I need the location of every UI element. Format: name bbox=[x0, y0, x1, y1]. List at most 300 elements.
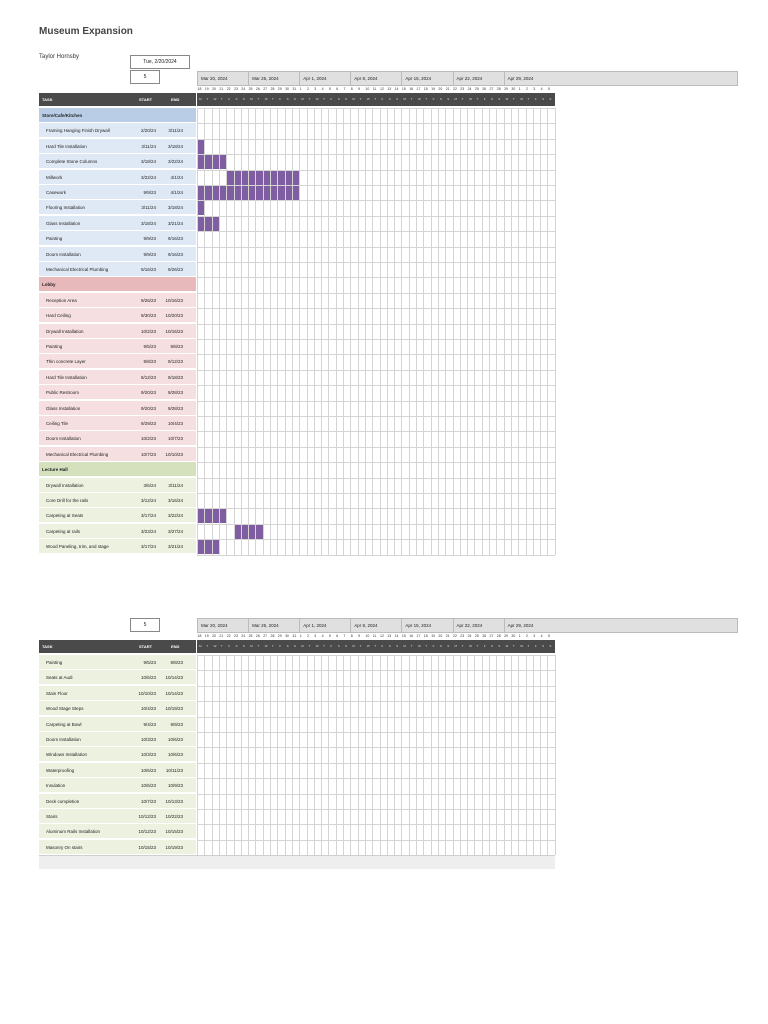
task-row[interactable] bbox=[39, 262, 196, 277]
task-row[interactable] bbox=[39, 840, 196, 855]
grid-column-line bbox=[299, 108, 300, 555]
task-end: 3/18/24 bbox=[167, 143, 183, 149]
day-number: 30 bbox=[511, 87, 516, 91]
gantt-bar[interactable] bbox=[197, 539, 219, 554]
day-number: 13 bbox=[387, 87, 392, 91]
day-number: 24 bbox=[241, 87, 246, 91]
task-row[interactable] bbox=[39, 231, 196, 246]
day-letter: S bbox=[337, 97, 340, 101]
day-letter: W bbox=[264, 644, 268, 648]
task-row[interactable] bbox=[39, 216, 196, 231]
task-start: 9/26/23 bbox=[140, 297, 156, 303]
day-letter: T bbox=[323, 644, 325, 648]
task-row[interactable] bbox=[39, 747, 196, 762]
day-number: 2 bbox=[526, 634, 528, 638]
task-row[interactable] bbox=[39, 732, 196, 747]
day-letter: S bbox=[447, 97, 450, 101]
task-end: 10/6/23 bbox=[167, 737, 183, 742]
day-letter: S bbox=[447, 644, 450, 648]
grid-row-line bbox=[197, 539, 555, 540]
grid-row-line bbox=[197, 555, 555, 556]
day-number: 26 bbox=[255, 87, 260, 91]
day-number: 29 bbox=[277, 634, 282, 638]
grid-column-line bbox=[482, 108, 483, 555]
day-number: 28 bbox=[270, 87, 275, 91]
task-start: 10/7/23 bbox=[140, 451, 156, 457]
gantt-bar[interactable] bbox=[197, 216, 219, 231]
task-row[interactable] bbox=[39, 431, 196, 446]
task-end: 10/4/23 bbox=[167, 421, 183, 426]
day-letter: T bbox=[374, 644, 377, 648]
task-row[interactable] bbox=[39, 493, 196, 508]
task-row[interactable] bbox=[39, 717, 196, 732]
task-row[interactable] bbox=[39, 416, 196, 431]
header-start: START bbox=[139, 644, 153, 649]
task-end: 3/11/24 bbox=[168, 482, 183, 488]
project-start-field[interactable]: Tue, 2/20/2024 bbox=[130, 55, 190, 69]
day-number: 10 bbox=[365, 634, 370, 638]
display-week-field[interactable]: 5 bbox=[130, 70, 160, 84]
grid-column-line bbox=[526, 108, 527, 555]
task-name: Seats at Audi bbox=[46, 675, 73, 681]
day-number: 27 bbox=[263, 87, 268, 91]
day-letter: M bbox=[505, 644, 509, 648]
day-letter: S bbox=[491, 644, 494, 648]
grid-column-line bbox=[277, 108, 278, 555]
task-end: 10/16/23 bbox=[165, 328, 183, 334]
task-name: Doors Installation bbox=[46, 737, 81, 742]
task-start: 10/6/23 bbox=[140, 783, 156, 789]
grid-row-line bbox=[197, 170, 555, 171]
day-number: 24 bbox=[241, 634, 246, 638]
week-label bbox=[350, 620, 401, 630]
task-name: Casework bbox=[46, 190, 67, 195]
grid-column-line bbox=[365, 108, 366, 555]
task-row[interactable] bbox=[39, 508, 196, 523]
task-row[interactable] bbox=[39, 539, 196, 554]
day-letter: F bbox=[534, 97, 537, 101]
task-end: 10/6/23 bbox=[167, 752, 183, 758]
task-name: Wood Stage Steps bbox=[46, 706, 84, 712]
task-row[interactable] bbox=[39, 247, 196, 262]
day-letter: M bbox=[403, 644, 406, 648]
grid-column-line bbox=[387, 108, 388, 555]
task-row[interactable] bbox=[39, 385, 196, 400]
day-number: 17 bbox=[416, 634, 421, 638]
day-letter: W bbox=[520, 97, 524, 101]
day-letter: T bbox=[220, 97, 223, 101]
day-number: 27 bbox=[489, 87, 494, 91]
day-letter: S bbox=[388, 97, 391, 101]
task-start: 10/4/23 bbox=[140, 706, 156, 712]
task-name: Deck completion bbox=[46, 798, 80, 804]
grid-row-line bbox=[197, 701, 555, 702]
day-letter: M bbox=[301, 97, 304, 101]
week-divider bbox=[248, 618, 249, 633]
day-letter: W bbox=[315, 644, 319, 648]
header-end: END bbox=[171, 644, 180, 649]
day-letter: T bbox=[257, 97, 260, 101]
grid-column-line bbox=[533, 108, 534, 555]
task-end: 9/18/23 bbox=[167, 374, 183, 380]
day-letter: T bbox=[527, 644, 530, 648]
task-end: 9/16/23 bbox=[167, 236, 183, 242]
grid-row-line bbox=[197, 370, 555, 371]
task-end: 10/14/23 bbox=[165, 690, 183, 696]
week-label bbox=[299, 620, 350, 630]
day-number: 5 bbox=[547, 634, 550, 638]
task-row[interactable] bbox=[39, 293, 196, 308]
task-row[interactable] bbox=[39, 401, 196, 416]
week-label-text: Apr 15, 2024 bbox=[405, 623, 432, 628]
week-divider bbox=[350, 618, 351, 633]
task-end: 3/21/24 bbox=[167, 220, 183, 226]
week-label-text: Apr 1, 2024 bbox=[303, 76, 327, 81]
grid-row-line bbox=[197, 778, 555, 779]
grid-column-line bbox=[204, 108, 205, 555]
day-number: 25 bbox=[248, 634, 253, 638]
day-letter: T bbox=[425, 97, 428, 101]
day-number: 20 bbox=[438, 634, 443, 638]
day-number: 30 bbox=[511, 634, 516, 638]
grid-column-line bbox=[219, 108, 220, 555]
task-end: 10/16/23 bbox=[165, 297, 183, 303]
task-row[interactable] bbox=[39, 824, 196, 839]
grid-row-line bbox=[197, 385, 555, 386]
section-row[interactable] bbox=[39, 277, 196, 292]
task-start: 2/20/24 bbox=[140, 128, 156, 134]
grid-column-line bbox=[343, 108, 344, 555]
day-letter: M bbox=[250, 97, 253, 101]
task-row[interactable] bbox=[39, 670, 196, 685]
grid-column-line bbox=[234, 108, 235, 555]
grid-column-line bbox=[358, 108, 359, 555]
task-row[interactable] bbox=[39, 809, 196, 824]
grid-column-line bbox=[496, 108, 497, 555]
task-row[interactable] bbox=[39, 778, 196, 793]
day-number: 3 bbox=[314, 634, 317, 638]
task-end: 9/26/23 bbox=[167, 267, 183, 272]
day-letter: M bbox=[352, 644, 355, 648]
grid-row-line bbox=[197, 763, 555, 764]
grid-column-line bbox=[241, 108, 242, 555]
task-end: 9/8/23 bbox=[170, 344, 183, 349]
day-letter: F bbox=[432, 97, 435, 101]
day-number: 11 bbox=[372, 634, 377, 638]
task-row[interactable] bbox=[39, 701, 196, 716]
day-letter: T bbox=[206, 644, 209, 648]
grid-row-line bbox=[197, 686, 555, 687]
day-number: 29 bbox=[504, 87, 508, 91]
section-row[interactable] bbox=[39, 462, 196, 477]
grid-column-line bbox=[540, 108, 541, 555]
day-letter: T bbox=[359, 97, 362, 101]
section-name: Lecture Hall bbox=[42, 467, 68, 473]
grid-column-line bbox=[401, 108, 402, 555]
week-label bbox=[350, 73, 401, 83]
task-start: 9/30/23 bbox=[140, 313, 156, 319]
day-number: 22 bbox=[226, 634, 231, 638]
day-number: 16 bbox=[409, 634, 414, 638]
day-number: 22 bbox=[226, 87, 231, 91]
task-name: Painting bbox=[46, 660, 63, 665]
day-number: 1 bbox=[518, 87, 521, 91]
day-letter: F bbox=[381, 644, 384, 648]
grid-column-line bbox=[285, 108, 286, 555]
grid-row-line bbox=[197, 478, 555, 479]
table-footer bbox=[39, 855, 555, 869]
task-start: 9/5/23 bbox=[143, 660, 156, 665]
day-number: 9 bbox=[358, 87, 361, 91]
task-end: 3/18/24 bbox=[167, 205, 183, 211]
grid-column-line bbox=[423, 108, 424, 555]
grid-column-line bbox=[307, 108, 308, 555]
task-start: 3/12/24 bbox=[140, 498, 156, 503]
day-letter: T bbox=[272, 644, 274, 648]
task-name: Waterproofing bbox=[46, 767, 75, 773]
day-letter: F bbox=[483, 97, 486, 101]
day-letter: T bbox=[410, 644, 413, 648]
week-label-text: Apr 15, 2024 bbox=[405, 76, 432, 81]
day-letter: T bbox=[323, 97, 325, 101]
section-name: Store/Cafe/Kitchen bbox=[42, 113, 83, 118]
author-name: Taylor Hornsby bbox=[39, 54, 80, 60]
day-letter: S bbox=[542, 97, 545, 101]
day-number: 21 bbox=[219, 87, 224, 91]
day-letter: F bbox=[381, 97, 384, 101]
week-label bbox=[197, 73, 248, 83]
grid-row-line bbox=[197, 462, 555, 463]
task-name: Mechanical Electrical Plumbing bbox=[46, 451, 109, 457]
task-start: 10/10/23 bbox=[138, 690, 156, 696]
task-end: 10/9/23 bbox=[167, 783, 183, 789]
grid-column-line bbox=[321, 108, 322, 555]
day-number: 3 bbox=[533, 634, 536, 638]
day-letter: T bbox=[272, 97, 274, 101]
task-end: 10/19/23 bbox=[165, 706, 183, 712]
task-row[interactable] bbox=[39, 324, 196, 339]
day-number: 26 bbox=[255, 634, 260, 638]
task-end: 3/22/24 bbox=[167, 159, 183, 165]
day-letter: F bbox=[534, 644, 537, 648]
week-label bbox=[453, 620, 504, 630]
day-letter: S bbox=[345, 644, 348, 648]
day-number: 23 bbox=[234, 634, 238, 638]
day-letter: S bbox=[439, 97, 442, 101]
task-name: Stairs bbox=[46, 814, 58, 819]
grid-row-line bbox=[197, 670, 555, 671]
day-letter: W bbox=[366, 644, 370, 648]
section-row[interactable] bbox=[39, 108, 196, 123]
grid-column-line bbox=[263, 108, 264, 555]
day-letter: T bbox=[206, 97, 209, 101]
day-letter: S bbox=[235, 644, 238, 648]
grid-column-line bbox=[460, 108, 461, 555]
day-number: 21 bbox=[445, 87, 450, 91]
week-divider bbox=[299, 618, 300, 633]
week-label bbox=[299, 73, 350, 83]
week-label bbox=[197, 620, 248, 630]
grid-row-line bbox=[197, 824, 555, 825]
table-header bbox=[39, 640, 196, 653]
day-number: 23 bbox=[234, 87, 238, 91]
task-row[interactable] bbox=[39, 139, 196, 154]
day-number: 11 bbox=[372, 87, 377, 91]
grid-row-line bbox=[197, 401, 555, 402]
grid-column-line bbox=[197, 108, 198, 555]
grid-column-line bbox=[511, 108, 512, 555]
day-letter: F bbox=[279, 644, 282, 648]
grid-column-line bbox=[248, 108, 249, 555]
task-start: 3/17/24 bbox=[140, 544, 156, 550]
task-name: Doors Installation bbox=[46, 436, 81, 442]
grid-row-line bbox=[197, 655, 555, 656]
task-name: Masonry On stairs bbox=[46, 844, 83, 850]
grid-row-line bbox=[197, 493, 555, 494]
day-number: 21 bbox=[445, 634, 450, 638]
task-end: 9/8/23 bbox=[170, 660, 183, 665]
task-start: 10/7/23 bbox=[140, 798, 156, 804]
week-label bbox=[248, 73, 299, 83]
task-start: 9/8/23 bbox=[143, 359, 156, 365]
task-start: 9/16/23 bbox=[140, 267, 156, 272]
day-letter: F bbox=[330, 97, 333, 101]
grid-column-line bbox=[328, 108, 329, 555]
task-row[interactable] bbox=[39, 339, 196, 354]
day-number: 3 bbox=[533, 87, 536, 91]
day-number: 20 bbox=[438, 87, 443, 91]
day-letter: S bbox=[549, 97, 552, 101]
task-row[interactable] bbox=[39, 478, 196, 493]
task-start: 10/3/23 bbox=[140, 752, 156, 758]
task-row[interactable] bbox=[39, 308, 196, 323]
grid-row-line bbox=[197, 339, 555, 340]
task-name: Insulation bbox=[46, 783, 66, 789]
week-divider bbox=[248, 71, 249, 86]
task-start: 3/18/24 bbox=[140, 159, 156, 165]
task-row[interactable] bbox=[39, 794, 196, 809]
day-number: 18 bbox=[423, 634, 428, 638]
week-label-text: Apr 29, 2024 bbox=[507, 76, 534, 81]
week-label bbox=[504, 620, 555, 630]
day-number: 29 bbox=[277, 87, 282, 91]
task-row[interactable] bbox=[39, 763, 196, 778]
day-number: 12 bbox=[380, 634, 384, 638]
task-start: 9/20/23 bbox=[140, 390, 156, 396]
day-letter: T bbox=[425, 644, 428, 648]
week-divider bbox=[299, 71, 300, 86]
task-start: 3/23/24 bbox=[140, 528, 156, 534]
task-row[interactable] bbox=[39, 200, 196, 215]
task-end: 10/15/23 bbox=[165, 829, 183, 835]
task-end: 9/28/23 bbox=[167, 390, 183, 396]
day-number: 8 bbox=[350, 634, 353, 638]
day-letter: T bbox=[220, 644, 223, 648]
task-name: Carpeting at Seats bbox=[46, 513, 84, 519]
week-label bbox=[401, 73, 452, 83]
day-number: 30 bbox=[285, 634, 289, 638]
day-number: 28 bbox=[496, 87, 501, 91]
task-row[interactable] bbox=[39, 370, 196, 385]
task-end: 10/22/23 bbox=[165, 814, 183, 819]
task-row[interactable] bbox=[39, 170, 196, 185]
day-number: 22 bbox=[453, 87, 457, 91]
task-end: 9/12/23 bbox=[167, 359, 183, 365]
task-end: 3/16/24 bbox=[167, 498, 183, 503]
task-row[interactable] bbox=[39, 447, 196, 462]
grid-row-line bbox=[197, 231, 555, 232]
grid-row-line bbox=[197, 747, 555, 748]
task-end: 10/7/23 bbox=[167, 436, 183, 442]
task-row[interactable] bbox=[39, 123, 196, 138]
day-letter: T bbox=[410, 97, 413, 101]
task-start: 10/15/23 bbox=[138, 844, 156, 850]
grid-row-line bbox=[197, 200, 555, 201]
day-letter: S bbox=[242, 97, 245, 101]
week-label-text: Apr 8, 2024 bbox=[354, 76, 378, 81]
task-row[interactable] bbox=[39, 154, 196, 169]
task-row[interactable] bbox=[39, 354, 196, 369]
grid-column-line bbox=[226, 108, 227, 555]
grid-row-line bbox=[197, 139, 555, 140]
grid-column-line bbox=[547, 108, 548, 555]
day-number: 1 bbox=[299, 87, 302, 91]
week-label bbox=[248, 620, 299, 630]
task-start: 3/22/24 bbox=[140, 174, 156, 180]
grid-column-line bbox=[431, 108, 432, 555]
day-letter: T bbox=[512, 644, 515, 648]
day-letter: T bbox=[461, 97, 464, 101]
week-label-text: Mar 20, 2024 bbox=[201, 76, 228, 81]
day-number: 1 bbox=[299, 634, 302, 638]
day-number: 9 bbox=[358, 634, 361, 638]
day-letter: W bbox=[264, 97, 268, 101]
section-name: Lobby bbox=[42, 282, 56, 288]
task-row[interactable] bbox=[39, 185, 196, 200]
week-label-text: Mar 25, 2024 bbox=[252, 623, 279, 628]
task-start: 10/3/23 bbox=[140, 737, 156, 742]
task-name: Drywall Installation bbox=[46, 482, 84, 488]
task-name: Painting bbox=[46, 344, 63, 349]
day-number: 16 bbox=[409, 87, 414, 91]
task-row[interactable] bbox=[39, 655, 196, 670]
task-row[interactable] bbox=[39, 686, 196, 701]
day-letter: W bbox=[213, 644, 217, 648]
task-start: 9/29/23 bbox=[140, 421, 156, 426]
day-letter: S bbox=[337, 644, 340, 648]
day-number: 27 bbox=[263, 634, 268, 638]
task-end: 10/11/23 bbox=[165, 767, 183, 773]
week-divider bbox=[401, 618, 402, 633]
grid-column-line bbox=[504, 108, 505, 555]
task-row[interactable] bbox=[39, 524, 196, 539]
header-start: START bbox=[139, 97, 153, 102]
day-letter: T bbox=[527, 97, 530, 101]
task-end: 3/11/24 bbox=[168, 128, 183, 134]
grid-row-line bbox=[197, 447, 555, 448]
task-end: 9/28/23 bbox=[167, 405, 183, 411]
day-number: 23 bbox=[460, 87, 465, 91]
display-week-field-page2[interactable]: 5 bbox=[130, 618, 160, 632]
day-number: 17 bbox=[416, 87, 421, 91]
day-number: 29 bbox=[504, 634, 508, 638]
grid-row-line bbox=[197, 508, 555, 509]
week-divider bbox=[504, 71, 505, 86]
task-name: Carpeting at Bowl bbox=[46, 721, 82, 727]
day-letter: S bbox=[396, 97, 399, 101]
week-label bbox=[504, 73, 555, 83]
day-number: 4 bbox=[540, 634, 543, 638]
